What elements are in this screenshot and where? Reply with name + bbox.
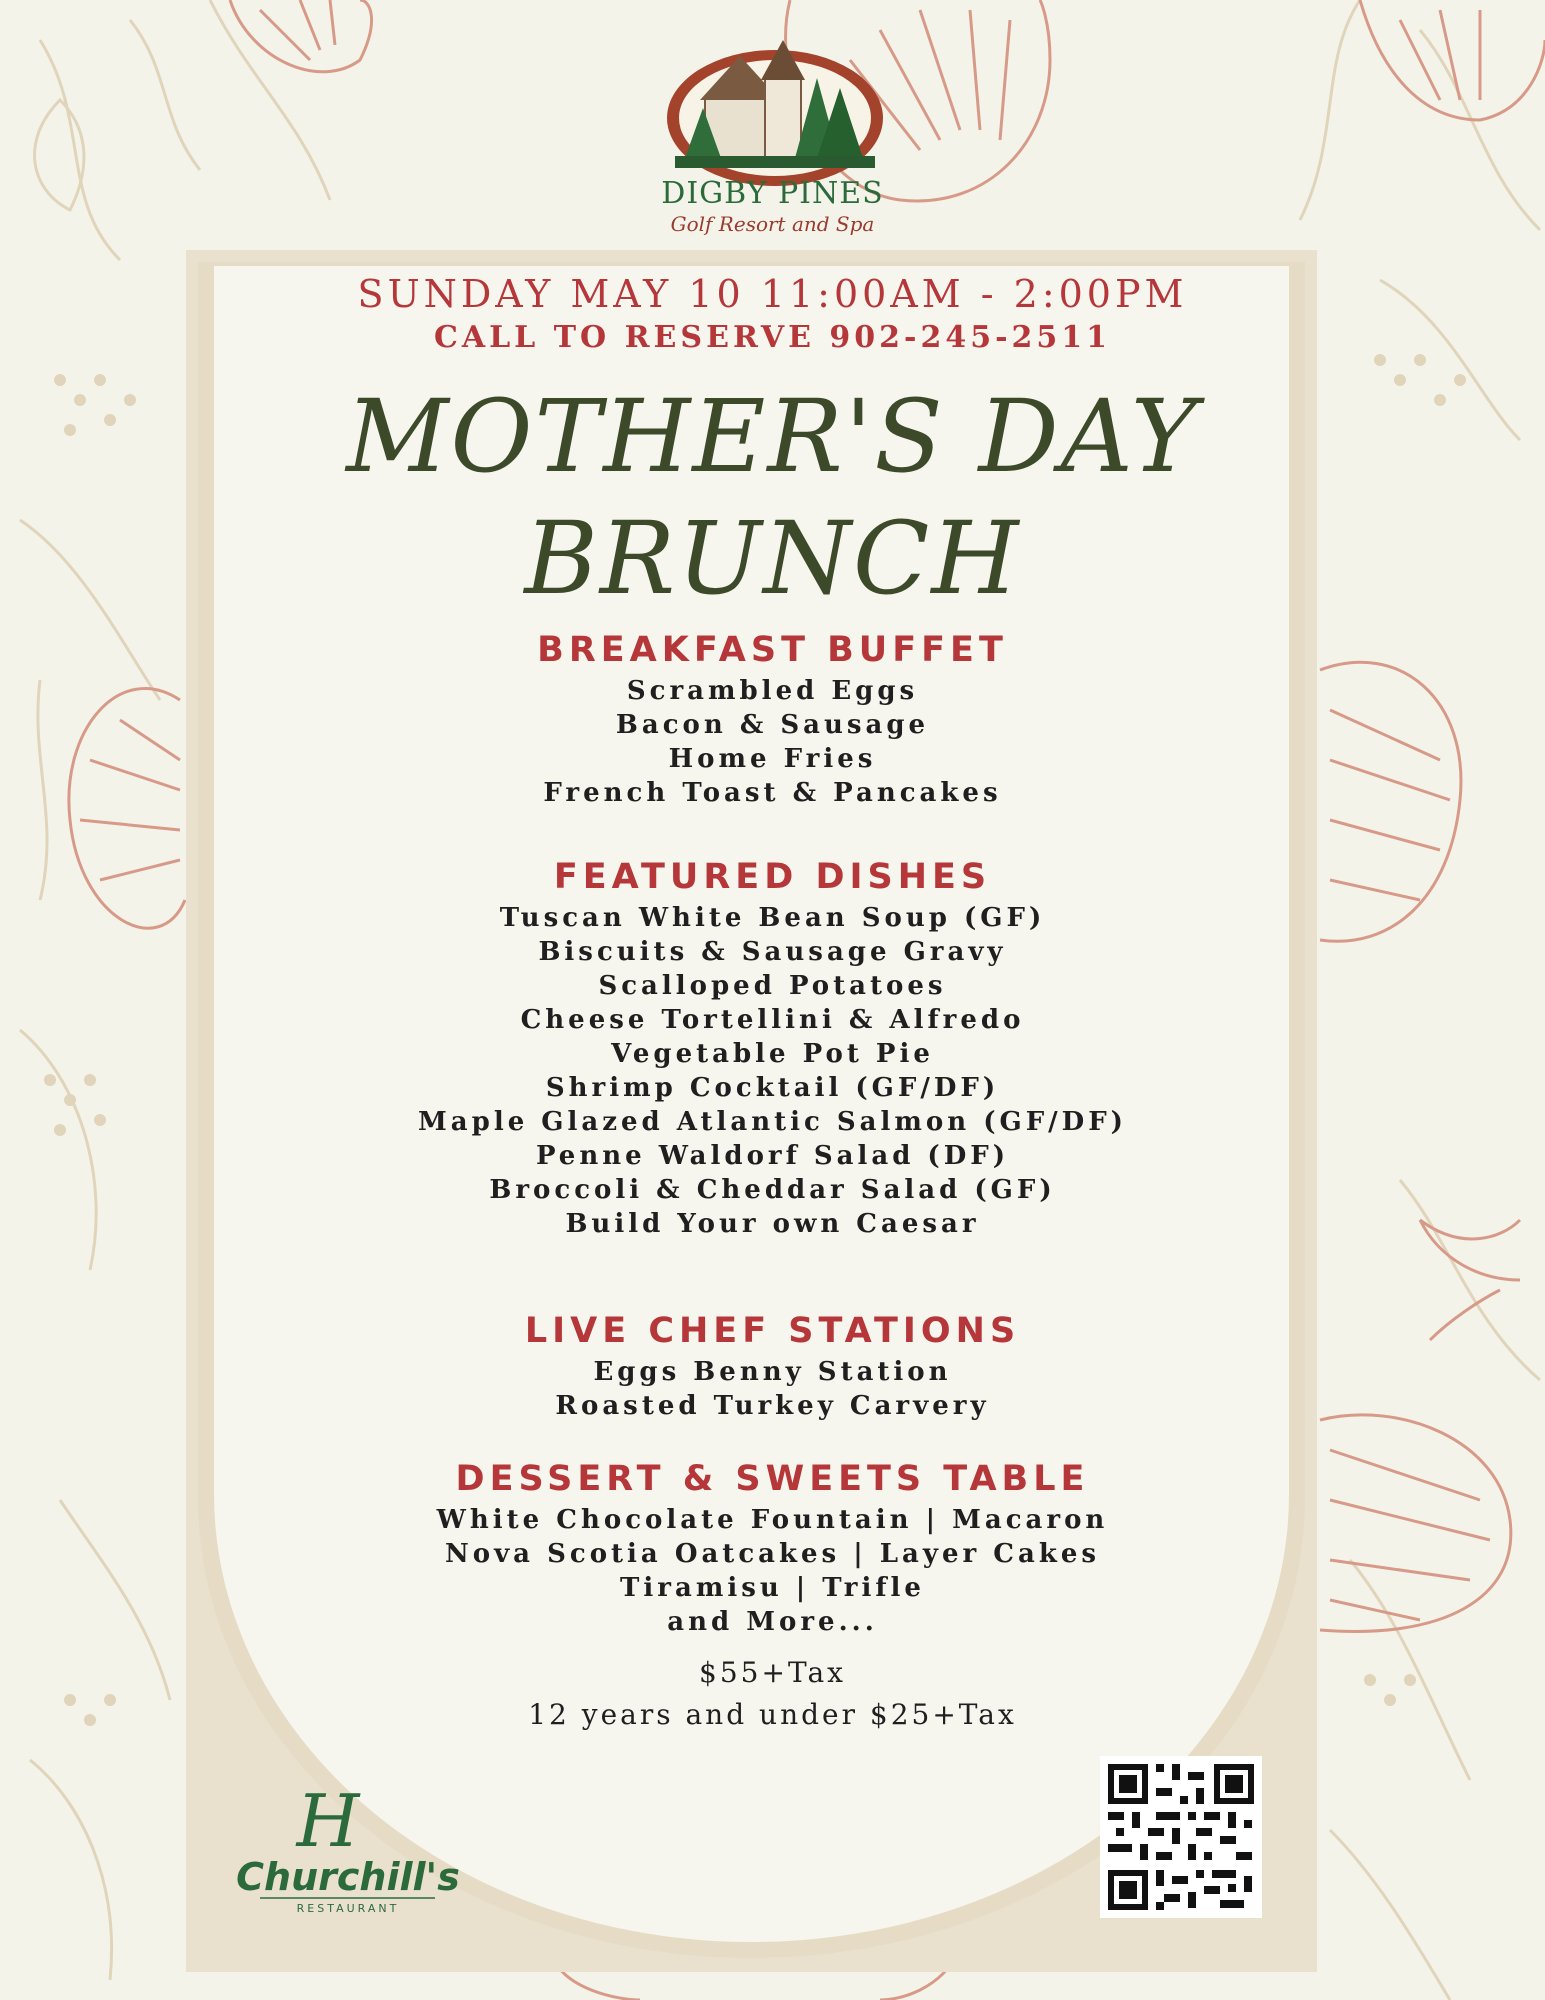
title-line-1: MOTHER'S DAY — [346, 378, 1199, 495]
menu-item: and More... — [667, 1607, 878, 1637]
menu-item: Roasted Turkey Carvery — [555, 1391, 990, 1421]
menu-item: Biscuits & Sausage Gravy — [538, 937, 1007, 967]
menu-item: Nova Scotia Oatcakes | Layer Cakes — [444, 1539, 1101, 1569]
menu-item: White Chocolate Fountain | Macaron — [436, 1505, 1109, 1535]
menu-item: Cheese Tortellini & Alfredo — [520, 1005, 1025, 1035]
menu-item: Tiramisu | Trifle — [620, 1573, 925, 1603]
child-price: 12 years and under $25+Tax — [528, 1698, 1017, 1731]
churchills-monogram: H — [296, 1779, 360, 1863]
section-heading: BREAKFAST BUFFET — [537, 630, 1008, 670]
section-breakfast-buffet — [220, 626, 1325, 810]
section-heading: FEATURED DISHES — [553, 857, 992, 897]
section-heading: LIVE CHEF STATIONS — [524, 1311, 1021, 1351]
reserve-phone: CALL TO RESERVE 902-245-2511 — [433, 320, 1112, 355]
title-line-2: BRUNCH — [524, 500, 1021, 617]
event-date-time: SUNDAY MAY 10 11:00AM - 2:00PM — [357, 272, 1188, 316]
menu-item: Home Fries — [668, 744, 877, 774]
churchills-label: RESTAURANT — [296, 1902, 400, 1915]
section-featured-dishes — [220, 853, 1325, 1241]
brand-name: DIGBY PINES — [661, 176, 884, 211]
menu-item: Penne Waldorf Salad (DF) — [535, 1141, 1010, 1171]
churchills-name: Churchill's — [236, 1855, 460, 1899]
menu-item: Scrambled Eggs — [626, 676, 919, 706]
section-live-chef-stations — [220, 1307, 1325, 1423]
menu-item: Bacon & Sausage — [615, 710, 930, 740]
menu-item: Eggs Benny Station — [593, 1357, 952, 1387]
menu-item: Tuscan White Bean Soup (GF) — [499, 903, 1046, 933]
menu-item: Maple Glazed Atlantic Salmon (GF/DF) — [418, 1107, 1127, 1137]
menu-item: Vegetable Pot Pie — [611, 1039, 934, 1069]
section-heading: DESSERT & SWEETS TABLE — [455, 1459, 1090, 1499]
pricing — [220, 1652, 1325, 1736]
brand-subtitle: Golf Resort and Spa — [670, 212, 875, 236]
section-dessert-sweets — [220, 1455, 1325, 1639]
churchills-logo — [220, 1778, 475, 1918]
menu-item: Scalloped Potatoes — [598, 971, 947, 1001]
menu-item: Shrimp Cocktail (GF/DF) — [545, 1073, 1000, 1103]
menu-item: Build Your own Caesar — [565, 1209, 980, 1239]
qr-code[interactable] — [1100, 1756, 1262, 1918]
menu-item: Broccoli & Cheddar Salad (GF) — [489, 1175, 1056, 1205]
adult-price: $55+Tax — [699, 1656, 846, 1689]
menu-item: French Toast & Pancakes — [543, 778, 1002, 808]
